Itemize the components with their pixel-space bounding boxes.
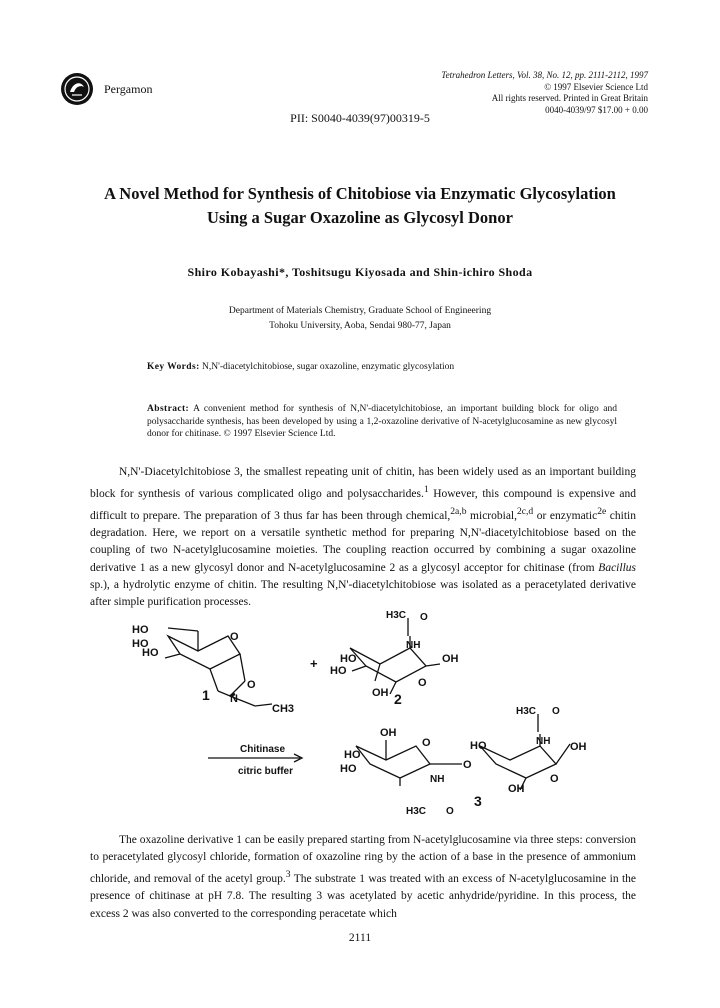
c1-methyl: CH3 [272,703,295,715]
journal-citation: Tetrahedron Letters, Vol. 38, No. 12, pp. 2111-2112, 1997 [441,70,648,80]
body-paragraph-1 [90,464,636,611]
page-number: 2111 [348,932,372,944]
compound-1-label: 1 [202,687,210,703]
arrow-reagent: Chitinase [240,744,286,755]
c3-acyl-right-methyl: H3C [516,706,537,717]
pii-identifier: PII: S0040-4039(97)00319-5 [290,111,430,125]
para1-text-b: However, this compound is expensive and difficult to prepare. The preparation of 3 thus far has been through chemical, [90,488,636,523]
c3-ho-c: HO [470,740,487,752]
abstract [147,403,617,441]
journal-info [348,70,648,116]
para1-text-d: or enzymatic [533,510,598,523]
compound-3-label: 3 [474,793,482,809]
compound-3-structure [356,714,570,790]
c2-acyl-methyl: H3C [386,610,407,621]
c1-ho-low: HO [142,647,159,659]
publisher-name: Pergamon [104,82,153,96]
body-paragraph-2 [90,832,636,923]
affiliation-line-2: Tohoku University, Aoba, Sendai 980-77, Japan [269,321,451,331]
keywords-label: Key Words: [147,362,200,372]
para1-text-c: microbial, [466,510,517,523]
c1-ho-top: HO [132,624,149,636]
c3-nh-left: NH [430,774,445,785]
para1-italic-genus: Bacillus [598,561,636,574]
keywords [147,362,617,372]
copyright-line: © 1997 Elsevier Science Ltd [544,81,648,92]
para1-ref-2: 2a,b [450,506,467,518]
c1-ring-oxygen: O [230,631,239,643]
c3-oh-bottom: OH [508,783,525,795]
affiliation-line-1: Department of Materials Chemistry, Graduate School of Engineering [228,306,492,316]
c2-ho-b: HO [330,665,347,677]
para2-ref: 3 [285,869,291,881]
c3-ho-b: HO [340,763,357,775]
c1-ho-mid: HO [132,638,149,650]
para2-text-a: The oxazoline derivative 1 can be easily prepared starting from N-acetylglucosamine via three steps: conversion to peracetylated glycosyl chloride, formation of oxazoline ring by the action of a base in the presence of ammonium chloride, and removal of the acetyl group. [90,834,636,886]
c2-ho-a: HO [340,653,357,665]
para1-ref-4: 2e [597,506,607,518]
c3-acyl-right-oxygen: O [552,706,560,717]
author-list: Shiro Kobayashi*, Toshitsugu Kiyosada and Shin-ichiro Shoda [187,265,533,279]
c1-nitrogen: N [230,693,238,705]
reaction-scheme [90,606,636,824]
plus-sign: + [310,656,318,671]
c1-oxazoline-oxygen: O [247,679,256,691]
abstract-label: Abstract: [147,404,190,414]
affiliation [60,304,660,334]
rights-line: All rights reserved. Printed in Great Britain [491,93,648,103]
para1-text-a: N,N'-Diacetylchitobiose 3, the smallest repeating unit of chitin, has been widely used as an important building block for synthesis of various complicated oligo and polysaccharides. [90,466,636,501]
article-title [60,182,660,230]
abstract-text: A convenient method for synthesis of N,N'-diacetylchitobiose, an important building block for oligo and polysaccharide synthesis, has been developed by using a 1,2-oxazoline derivative of N-acetylglucosamine as new glycosyl donor for chitinase. © 1997 Elsevier Science Ltd. [147,404,617,439]
c2-oh-right: OH [442,653,459,665]
title-line-2: Using a Sugar Oxazoline as Glycosyl Donor [207,208,513,227]
price-line: 0040-4039/97 $17.00 + 0.00 [545,104,648,115]
compound-2-label: 2 [394,691,402,707]
c3-oh-top: OH [380,727,397,739]
pergamon-logo-icon [60,72,94,106]
compound-1-structure [165,628,272,706]
c3-ho-a: HO [344,749,361,761]
c2-nh: NH [406,640,421,651]
c3-acyl-left-oxygen: O [446,806,454,817]
para2-text-b: The substrate 1 was treated with an excess of N-acetylglucosamine in the presence of chitinase at pH 7.8. The resulting 3 was acetylated by acetic anhydride/pyridine. In this process, the excess 2 was also converted to the corresponding peracetate which [90,873,636,920]
arrow-conditions: citric buffer [238,766,294,777]
c3-glycosidic-oxygen: O [463,759,472,771]
c2-ring-oxygen: O [418,677,427,689]
para1-ref-1: 1 [423,484,429,496]
para1-text-f: sp.), a hydrolytic enzyme of chitin. The resulting N,N'-diacetylchitobiose was isolated as a peracetylated derivative after simple purification processes. [90,578,636,609]
keywords-text: N,N'-diacetylchitobiose, sugar oxazoline, enzymatic glycosylation [202,362,455,372]
c3-ring-oxygen-1: O [422,737,431,749]
c3-acyl-left-methyl: H3C [406,806,427,817]
para1-ref-3: 2c,d [517,506,534,518]
c3-ring-oxygen-2: O [550,773,559,785]
c3-oh-right: OH [570,741,587,753]
publisher-logo [60,72,180,108]
c2-oh-bottom: OH [372,687,389,699]
c3-nh-right: NH [536,736,551,747]
para1-text-e: chitin degradation. Here, we report on a versatile synthetic method for preparing N,N'-diacetylchitobiose based on the coupling of two N-acetylglucosamine moieties. The coupling reaction occurred by combining a sugar oxazoline derivative 1 as a new glycosyl donor and N-acetylglucosamine 2 as a glycosyl acceptor for chitinase (from [90,510,636,574]
title-line-1: A Novel Method for Synthesis of Chitobiose via Enzymatic Glycosylation [104,184,616,203]
c2-acyl-oxygen: O [420,612,428,623]
